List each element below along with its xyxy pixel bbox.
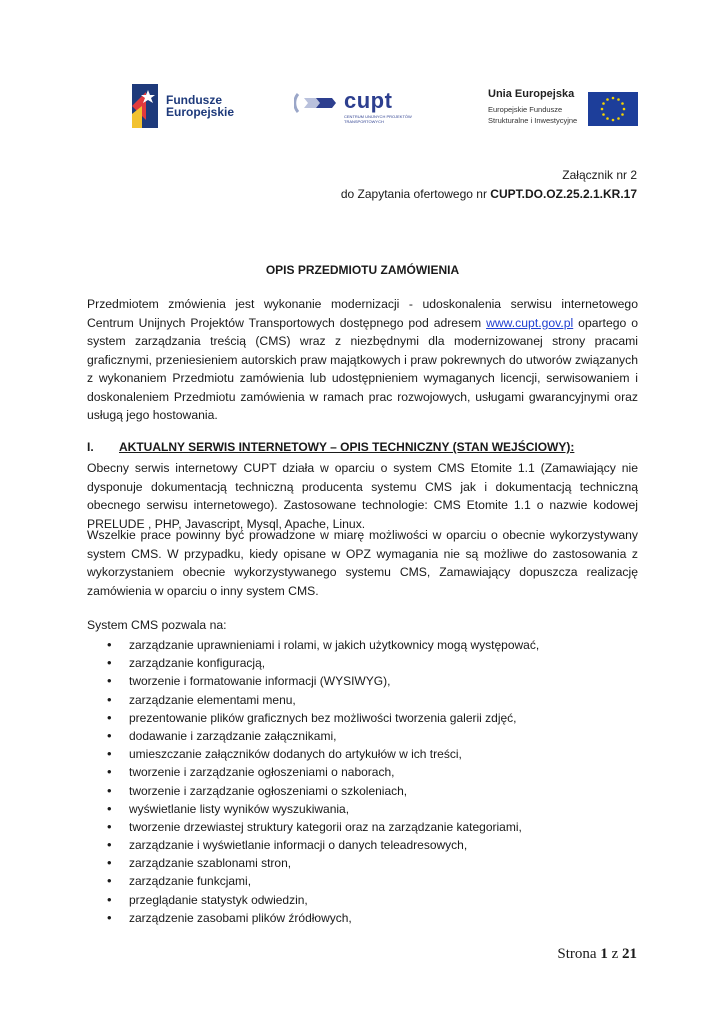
fundusze-star-icon [132,84,162,128]
list-item: • prezentowanie plików graficznych bez możliwości tworzenia galerii zdjęć, [87,709,539,727]
list-item: • tworzenie i zarządzanie ogłoszeniami o szkoleniach, [87,782,539,800]
section-paragraph-2: Wszelkie prace powinny być prowadzone w miarę możliwości w oparciu o obecnie wykorzystywany system CMS. W przypadku, kiedy opisane w OPZ wymagania nie są możliwe do zastosowania z wykorzystaniem obecnie wykorzystywanego systemu CMS, Zamawiający dopuszcza realizację zamówienia w oparciu o inny system CMS. [87,528,638,598]
document-title: OPIS PRZEDMIOTU ZAMÓWIENIA [265,263,460,277]
list-item: • tworzenie i formatowanie informacji (WYSIWYG), [87,672,539,690]
section-heading [87,440,574,454]
list-item: • zarządzanie elementami menu, [87,691,539,709]
fundusze-text: Fundusze Europejskie [166,93,235,119]
cupt-website-link[interactable]: www.cupt.gov.pl [486,315,574,330]
cms-features-list [87,636,539,927]
cupt-subtitle: CENTRUM UNIJNYCH PROJEKTÓW TRANSPORTOWYCH [344,114,412,124]
list-item: • zarządzanie uprawnieniami i rolami, w jakich użytkownicy mogą występować, [87,636,539,654]
ue-title: Unia Europejska [488,88,575,100]
list-item: • umieszczanie załączników dodanych do artykułów w ich treści, [87,745,539,763]
list-item: • zarządzenie zasobami plików źródłowych, [87,909,539,927]
inquiry-reference-prefix: do Zapytania ofertowego nr [340,187,491,201]
intro-paragraph: Przedmiotem zmówienia jest wykonanie modernizacji - udoskonalenia serwisu internetowego Centrum Unijnych Projektów Transportowych dostępnego pod adresem www.cupt.gov.pl opartego o system zarządzania treścią (CMS) wraz z niezbędnymi dla modernizowanej strony pracami graficznymi, przeniesieniem autorskich praw majątkowych i praw pokrewnych do utworów związanych z wykonaniem Przedmiotu zamówienia lub udostępnieniem wymaganych licencji, serwisowaniem i doskonaleniem Przedmiotu zamówienia w ramach prac rozwojowych, usługami gwarancyjnymi oraz usługą jego hostowania. [87,297,638,422]
fundusze-europejskie-logo [132,84,242,128]
ue-subtitle-2: Strukturalne i Inwestycyjne [488,116,578,125]
ue-subtitle-1: Europejskie Fundusze [488,105,563,114]
eu-flag-icon [588,92,638,126]
section-number: I. [87,440,94,454]
section-paragraph-1: Obecny serwis internetowy CUPT działa w oparciu o system CMS Etomite 1.1 (Zamawiający nie dysponuje dokumentacją techniczną producenta systemu CMS jak i dokumentacją techniczną obecnego serwisu internetowego). Zastosowane technologie: CMS Etomite 1.1 o nazwie kodowej PRELUDE , PHP, Javascript, Mysql, Apache, Linux. [87,461,638,531]
list-item: • zarządzanie i wyświetlanie informacji o danych teleadresowych, [87,836,539,854]
cupt-logo [294,88,434,132]
list-item: • wyświetlanie listy wyników wyszukiwania, [87,800,539,818]
list-item: • tworzenie drzewiastej struktury kategorii oraz na zarządzanie kategoriami, [87,818,539,836]
list-item: • zarządzanie szablonami stron, [87,854,539,872]
logo-bar [132,82,640,132]
list-item: • dodawanie i zarządzanie załącznikami, [87,727,539,745]
section-title: AKTUALNY SERWIS INTERNETOWY – OPIS TECHNICZNY (STAN WEJŚCIOWY): [119,440,575,454]
list-item: • przeglądanie statystyk odwiedzin, [87,891,539,909]
inquiry-reference-code: CUPT.DO.OZ.25.2.1.KR.17 [490,187,637,201]
attachment-number: Załącznik nr 2 [562,168,637,182]
list-item: • zarządzanie konfiguracją, [87,654,539,672]
inquiry-reference [341,187,637,201]
list-item: • tworzenie i zarządzanie ogłoszeniami o naborach, [87,763,539,781]
page-number: Strona 1 z 21 [557,946,637,962]
cupt-swoosh-icon [294,90,340,116]
list-item: • zarządzanie funkcjami, [87,872,539,890]
cupt-name: cupt [344,88,393,113]
unia-europejska-logo [488,88,640,132]
list-label: System CMS pozwala na: [87,618,227,632]
